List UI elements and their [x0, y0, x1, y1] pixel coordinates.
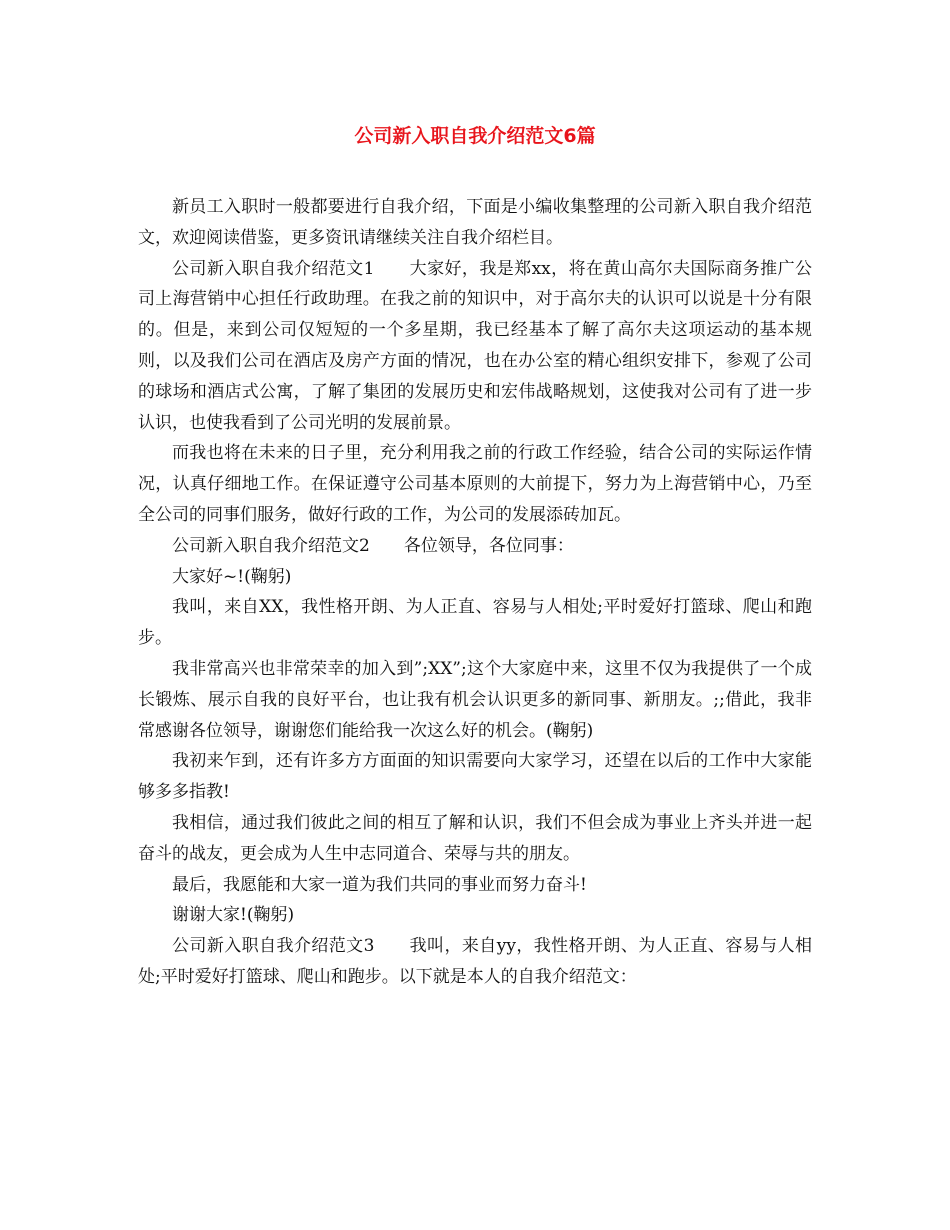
document-body [138, 192, 812, 993]
paragraph: 我非常高兴也非常荣幸的加入到”;XX”;这个大家庭中来，这里不仅为我提供了一个成长锻炼、展示自我的良好平台，也让我有机会认识更多的新同事、新朋友。;;借此，我非常感谢各位领导，谢谢您们能给我一次这么好的机会。(鞠躬) [138, 658, 812, 741]
document-title: 公司新入职自我介绍范文6篇 [354, 125, 596, 147]
paragraph-sample-1: 公司新入职自我介绍范文1 大家好，我是郑xx，将在黄山高尔夫国际商务推广公司上海营销中心担任行政助理。在我之前的知识中，对于高尔夫的认识可以说是十分有限的。但是，来到公司仅短短的一个多星期，我已经基本了解了高尔夫这项运动的基本规则，以及我们公司在酒店及房产方面的情况，也在办公室的精心组织安排下，参观了公司的球场和酒店式公寓，了解了集团的发展历史和宏伟战略规划，这使我对公司有了进一步认识，也使我看到了公司光明的发展前景。 [138, 258, 812, 433]
paragraph: 最后，我愿能和大家一道为我们共同的事业而努力奋斗! [172, 874, 587, 895]
paragraph: 我初来乍到，还有许多方方面面的知识需要向大家学习，还望在以后的工作中大家能够多多指教! [138, 751, 812, 803]
paragraph-sample-2: 公司新入职自我介绍范文2 各位领导，各位同事： [172, 535, 574, 556]
paragraph: 而我也将在未来的日子里，充分利用我之前的行政工作经验，结合公司的实际运作情况，认真仔细地工作。在保证遵守公司基本原则的大前提下，努力为上海营销中心，乃至全公司的同事们服务，做好行政的工作，为公司的发展添砖加瓦。 [138, 443, 812, 525]
paragraph: 大家好~!(鞠躬) [172, 566, 292, 587]
paragraph: 我相信，通过我们彼此之间的相互了解和认识，我们不但会成为事业上齐头并进一起奋斗的战友，更会成为人生中志同道合、荣辱与共的朋友。 [138, 812, 812, 864]
paragraph-intro: 新员工入职时一般都要进行自我介绍，下面是小编收集整理的公司新入职自我介绍范文，欢迎阅读借鉴，更多资讯请继续关注自我介绍栏目。 [138, 197, 812, 248]
paragraph: 我叫，来自XX，我性格开朗、为人正直、容易与人相处;平时爱好打篮球、爬山和跑步。 [138, 597, 812, 649]
paragraph: 谢谢大家!(鞠躬) [172, 905, 295, 926]
paragraph-sample-3: 公司新入职自我介绍范文3 我叫，来自yy，我性格开朗、为人正直、容易与人相处;平时爱好打篮球、爬山和跑步。以下就是本人的自我介绍范文： [138, 936, 812, 987]
